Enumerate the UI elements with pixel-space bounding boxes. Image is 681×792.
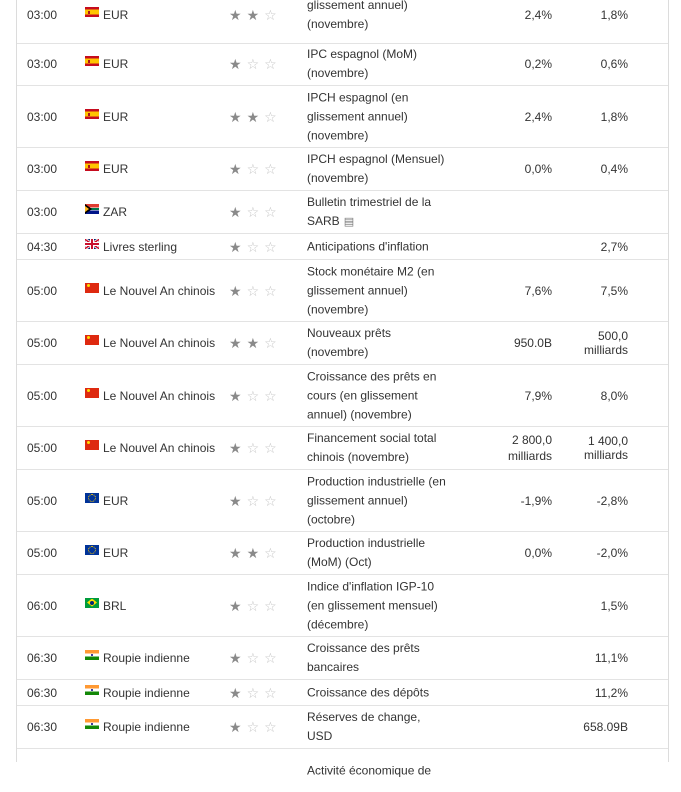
actual-value: -1,9% xyxy=(520,493,552,508)
calendar-row[interactable] xyxy=(17,43,668,86)
importance-stars xyxy=(229,494,282,508)
flag-eu-icon xyxy=(85,493,99,503)
star-icon: ★ xyxy=(229,650,247,666)
star-icon: ☆ xyxy=(264,387,282,404)
event-time: 05:00 xyxy=(27,546,58,560)
flag-gb-icon xyxy=(85,239,99,249)
star-icon: ★ xyxy=(229,492,247,509)
forecast-value: 1,5% xyxy=(600,598,628,613)
actual-value: 2,4% xyxy=(524,7,552,22)
event-name[interactable]: Financement social total chinois (novembre) xyxy=(307,431,437,464)
actual-value: 0,2% xyxy=(524,57,552,71)
forecast-value: -2,8% xyxy=(596,493,628,508)
star-icon: ☆ xyxy=(246,238,265,255)
event-name[interactable]: Bulletin trimestriel de la SARB ▤ xyxy=(307,193,457,231)
star-icon: ☆ xyxy=(246,719,265,735)
star-icon: ☆ xyxy=(264,238,282,255)
importance-stars xyxy=(229,441,282,455)
forecast-value: 1 400,0 milliards xyxy=(583,434,628,462)
star-icon: ★ xyxy=(229,238,247,255)
event-time: 05:00 xyxy=(27,388,58,403)
importance-stars xyxy=(229,336,282,350)
star-icon: ☆ xyxy=(246,56,265,72)
star-icon: ☆ xyxy=(264,597,282,614)
event-name[interactable]: Nouveaux prêts (novembre) xyxy=(307,326,392,359)
document-icon[interactable]: ▤ xyxy=(343,215,355,228)
economic-calendar-table xyxy=(16,0,669,777)
flag-cn-icon xyxy=(85,388,99,398)
flag-es-icon xyxy=(85,56,99,66)
star-icon: ☆ xyxy=(264,440,282,456)
calendar-row[interactable] xyxy=(17,706,668,749)
star-icon: ★ xyxy=(229,204,247,220)
currency-label: BRL xyxy=(103,598,127,613)
event-name[interactable]: IPCH espagnol (en glissement annuel) (novembre) xyxy=(307,90,409,142)
event-time: 05:00 xyxy=(27,493,58,508)
importance-stars xyxy=(229,389,282,403)
star-icon: ★ xyxy=(246,6,265,23)
flag-za-icon xyxy=(85,204,99,214)
star-icon: ★ xyxy=(229,161,247,177)
event-name[interactable]: Croissance des dépôts xyxy=(307,685,430,699)
flag-in-icon xyxy=(85,650,99,660)
currency-label: Le Nouvel An chinois xyxy=(103,388,216,403)
event-name[interactable]: Indice d'inflation IGP-10 (en glissement mensuel) (décembre) xyxy=(307,579,438,631)
importance-stars xyxy=(229,240,282,254)
calendar-row[interactable] xyxy=(17,322,668,365)
event-time: 06:30 xyxy=(27,720,58,734)
currency-label: Roupie indienne xyxy=(103,720,190,734)
currency xyxy=(85,389,215,403)
flag-cn-icon xyxy=(85,283,99,293)
star-icon: ★ xyxy=(246,545,265,561)
star-icon: ☆ xyxy=(246,684,265,701)
currency-label: EUR xyxy=(103,162,129,176)
event-time: 06:30 xyxy=(27,685,58,700)
currency xyxy=(85,240,177,254)
actual-value: 0,0% xyxy=(524,546,552,560)
star-icon: ☆ xyxy=(246,387,265,404)
importance-stars xyxy=(229,720,282,734)
forecast-value: 0,6% xyxy=(600,57,628,71)
star-icon: ☆ xyxy=(264,335,282,351)
star-icon: ☆ xyxy=(264,282,282,299)
star-icon: ★ xyxy=(229,282,247,299)
flag-br-icon xyxy=(85,598,99,608)
currency-label: Le Nouvel An chinois xyxy=(103,336,216,350)
star-icon: ☆ xyxy=(264,204,282,220)
event-name[interactable]: Réserves de change, USD xyxy=(307,710,421,743)
flag-cn-icon xyxy=(85,335,99,345)
event-time: 03:00 xyxy=(27,162,58,176)
currency xyxy=(85,720,190,734)
event-time: 03:00 xyxy=(27,205,58,219)
currency xyxy=(85,284,215,298)
forecast-value: 0,4% xyxy=(600,162,628,176)
currency xyxy=(85,57,128,71)
event-time: 05:00 xyxy=(27,441,58,455)
star-icon: ★ xyxy=(229,108,247,125)
actual-value: 2,4% xyxy=(524,109,552,124)
event-time: 06:00 xyxy=(27,598,58,613)
currency xyxy=(85,441,215,455)
importance-stars xyxy=(229,205,282,219)
forecast-value: 8,0% xyxy=(600,388,628,403)
event-name[interactable]: Activité économique de xyxy=(307,763,432,777)
event-time: 05:00 xyxy=(27,283,58,298)
actual-value: 0,0% xyxy=(524,162,552,176)
actual-value: 2 800,0 milliards xyxy=(507,433,552,463)
star-icon: ☆ xyxy=(264,545,282,561)
event-time: 05:00 xyxy=(27,336,58,350)
forecast-value: 7,5% xyxy=(600,283,628,298)
currency xyxy=(85,546,128,560)
star-icon: ★ xyxy=(229,719,247,735)
star-icon: ☆ xyxy=(264,6,282,23)
star-icon: ★ xyxy=(229,684,247,701)
event-time: 03:00 xyxy=(27,109,58,124)
calendar-row[interactable] xyxy=(17,0,668,44)
star-icon: ★ xyxy=(229,6,247,23)
star-icon: ☆ xyxy=(246,161,265,177)
event-name[interactable]: Stock monétaire M2 (en glissement annuel) (novembre) xyxy=(307,264,435,316)
flag-eu-icon xyxy=(85,545,99,555)
currency xyxy=(85,651,190,665)
importance-stars xyxy=(229,546,282,560)
currency-label: EUR xyxy=(103,546,129,560)
currency xyxy=(85,494,128,508)
forecast-value: 658.09B xyxy=(583,720,628,734)
star-icon: ★ xyxy=(229,56,247,72)
event-time: 03:00 xyxy=(27,57,58,71)
flag-in-icon xyxy=(85,719,99,729)
star-icon: ☆ xyxy=(246,597,265,614)
currency xyxy=(85,336,215,350)
event-name[interactable]: IPC espagnol (MoM) (novembre) xyxy=(307,47,418,80)
calendar-row[interactable] xyxy=(17,365,668,427)
calendar-row[interactable] xyxy=(17,637,668,680)
currency-label: EUR xyxy=(103,493,129,508)
event-name[interactable]: Croissance des prêts en cours (en glissement annuel) (novembre) xyxy=(307,369,437,421)
forecast-value: 2,7% xyxy=(600,239,628,254)
calendar-row[interactable] xyxy=(17,680,668,706)
calendar-row[interactable] xyxy=(17,260,668,322)
currency xyxy=(85,599,126,613)
forecast-value: 11,1% xyxy=(594,651,628,665)
currency-label: EUR xyxy=(103,57,129,71)
flag-es-icon xyxy=(85,161,99,171)
star-icon: ★ xyxy=(229,597,247,614)
calendar-row[interactable] xyxy=(17,470,668,532)
star-icon: ☆ xyxy=(246,204,265,220)
event-name[interactable]: Production industrielle (MoM) (Oct) xyxy=(307,536,426,569)
forecast-value: 1,8% xyxy=(600,109,628,124)
currency-label: EUR xyxy=(103,7,129,22)
star-icon: ★ xyxy=(229,335,247,351)
flag-in-icon xyxy=(85,685,99,695)
event-name[interactable]: IPCH espagnol (Mensuel) (novembre) xyxy=(307,152,445,185)
calendar-row[interactable] xyxy=(17,148,668,191)
star-icon: ☆ xyxy=(264,161,282,177)
star-icon: ★ xyxy=(229,387,247,404)
event-name[interactable]: Anticipations d'inflation xyxy=(307,239,429,253)
currency xyxy=(85,110,128,124)
forecast-value: 11,2% xyxy=(594,685,628,700)
calendar-row[interactable] xyxy=(17,575,668,637)
calendar-row[interactable] xyxy=(17,86,668,148)
star-icon: ☆ xyxy=(264,719,282,735)
event-name[interactable]: Production industrielle (en glissement annuel) (octobre) xyxy=(307,474,446,526)
star-icon: ★ xyxy=(229,440,247,456)
calendar-row[interactable] xyxy=(17,749,668,792)
star-icon: ☆ xyxy=(246,650,265,666)
currency xyxy=(85,8,128,22)
star-icon: ☆ xyxy=(246,282,265,299)
currency xyxy=(85,686,190,700)
star-icon: ☆ xyxy=(264,650,282,666)
currency-label: EUR xyxy=(103,109,129,124)
event-name[interactable]: Croissance des prêts bancaires xyxy=(307,641,420,674)
forecast-value: -2,0% xyxy=(596,546,628,560)
calendar-row[interactable] xyxy=(17,191,668,234)
star-icon: ☆ xyxy=(264,108,282,125)
flag-es-icon xyxy=(85,7,99,17)
calendar-row[interactable] xyxy=(17,427,668,470)
currency-label: Roupie indienne xyxy=(103,651,190,665)
forecast-value: 500,0 milliards xyxy=(583,329,628,357)
currency-label: Le Nouvel An chinois xyxy=(103,283,216,298)
star-icon: ☆ xyxy=(264,56,282,72)
forecast-value: 1,8% xyxy=(600,7,628,22)
actual-value: 7,9% xyxy=(524,388,552,403)
star-icon: ☆ xyxy=(246,492,265,509)
event-time: 06:30 xyxy=(27,651,58,665)
importance-stars xyxy=(229,651,282,665)
event-name[interactable]: glissement annuel) (novembre) xyxy=(307,0,408,31)
star-icon: ☆ xyxy=(246,440,265,456)
star-icon: ☆ xyxy=(264,492,282,509)
currency xyxy=(85,162,128,176)
importance-stars xyxy=(229,110,282,124)
currency-label: ZAR xyxy=(103,205,127,219)
star-icon: ★ xyxy=(246,335,265,351)
importance-stars xyxy=(229,686,282,700)
flag-cn-icon xyxy=(85,440,99,450)
currency-label: Roupie indienne xyxy=(103,685,190,700)
event-time: 03:00 xyxy=(27,7,58,22)
flag-es-icon xyxy=(85,109,99,119)
actual-value: 950.0B xyxy=(513,336,552,350)
importance-stars xyxy=(229,599,282,613)
event-time: 04:30 xyxy=(27,239,58,254)
star-icon: ★ xyxy=(246,108,265,125)
calendar-row[interactable] xyxy=(17,234,668,260)
importance-stars xyxy=(229,284,282,298)
actual-value: 7,6% xyxy=(524,283,552,298)
currency-label: Le Nouvel An chinois xyxy=(103,441,216,455)
star-icon: ☆ xyxy=(264,684,282,701)
importance-stars xyxy=(229,162,282,176)
calendar-row[interactable] xyxy=(17,532,668,575)
currency-label: Livres sterling xyxy=(103,239,178,254)
star-icon: ★ xyxy=(229,545,247,561)
currency xyxy=(85,205,127,219)
importance-stars xyxy=(229,8,282,22)
importance-stars xyxy=(229,57,282,71)
